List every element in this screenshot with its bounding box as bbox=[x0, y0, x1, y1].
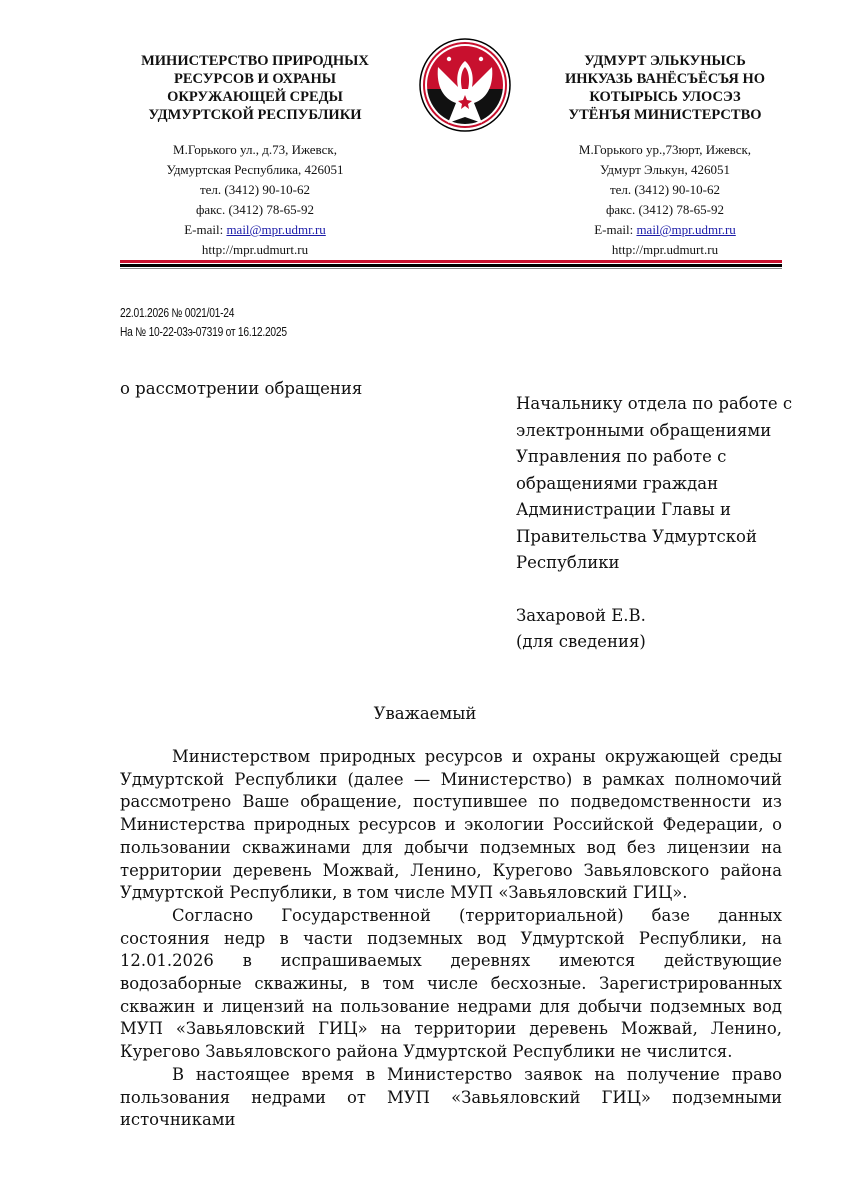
ministry-title-ru bbox=[110, 52, 400, 124]
phone: тел. (3412) 90-10-62 bbox=[199, 182, 310, 197]
phone: тел. (3412) 90-10-62 bbox=[609, 182, 720, 197]
address-line: М.Горького ур.,73юрт, Ижевск, bbox=[578, 142, 752, 157]
website: http://mpr.udmurt.ru bbox=[201, 242, 309, 257]
title-line: УТЁНЪЯ МИНИСТЕРСТВО bbox=[568, 107, 762, 123]
header-right bbox=[520, 52, 810, 260]
title-line: РЕСУРСОВ И ОХРАНЫ bbox=[173, 71, 337, 87]
registration-info bbox=[120, 304, 287, 342]
addressee-line: обращениями граждан bbox=[516, 473, 719, 493]
addressee-line: Управления по работе с bbox=[516, 447, 727, 466]
letter-body bbox=[120, 746, 782, 1132]
fax: факс. (3412) 78-65-92 bbox=[195, 202, 315, 217]
title-line: ОКРУЖАЮЩЕЙ СРЕДЫ bbox=[167, 89, 343, 105]
address-line: Удмурт Элькун, 426051 bbox=[600, 162, 730, 177]
address-line: М.Горького ул., д.73, Ижевск, bbox=[173, 142, 337, 157]
divider-red bbox=[120, 260, 782, 263]
addressee-line: Начальнику отдела по работе с bbox=[516, 394, 793, 413]
divider-grey bbox=[120, 268, 782, 269]
title-line: МИНИСТЕРСТВО ПРИРОДНЫХ bbox=[141, 53, 369, 69]
title-line: УДМУРТСКОЙ РЕСПУБЛИКИ bbox=[148, 107, 362, 123]
addressee-line: электронными обращениями bbox=[516, 420, 772, 440]
website: http://mpr.udmurt.ru bbox=[611, 242, 719, 257]
paragraph: Министерством природных ресурсов и охраны окружающей среды Удмуртской Республики (далее — Министерство) в рамках полномочий рассмотрено Ваше обращение, поступившее по подведомственности из Министерства природных ресурсов и экологии Российской Федерации, о пользовании скважинами для добычи подземных вод без лицензии на территории деревень Можвай, Ленино, Курегово Завьяловского района Удмуртской Республики, в том числе МУП «Завьяловский ГИЦ». bbox=[120, 747, 782, 903]
date-number: 22.01.2026 № 0021/01-24 bbox=[120, 306, 235, 320]
title-line: УДМУРТ ЭЛЬКУНЫСЬ bbox=[584, 53, 746, 69]
email-link[interactable]: mail@mpr.udmr.ru bbox=[226, 222, 326, 237]
addressee-line: Администрации Главы и bbox=[516, 500, 732, 519]
email-label: E-mail: bbox=[184, 222, 227, 237]
title-line: КОТЫРЫСЬ УЛОСЭЗ bbox=[589, 89, 741, 105]
address-line: Удмуртская Республика, 426051 bbox=[166, 162, 344, 177]
addressee-line: Правительства Удмуртской bbox=[516, 526, 757, 546]
subject-line: о рассмотрении обращения bbox=[120, 379, 363, 398]
email-link[interactable]: mail@mpr.udmr.ru bbox=[636, 222, 736, 237]
addressee-note: (для сведения) bbox=[516, 632, 646, 651]
reference-number: На № 10-22-03э-07319 от 16.12.2025 bbox=[120, 325, 287, 339]
addressee-block bbox=[516, 391, 816, 656]
divider-black bbox=[120, 264, 782, 267]
addressee-line: Республики bbox=[516, 553, 620, 572]
paragraph: Согласно Государственной (территориальной) базе данных состояния недр в части подземных вод Удмуртской Республики, на 12.01.2026 в испрашиваемых деревнях имеются действующие водозаборные скважины, в том числе бесхозные. Зарегистрированных скважин и лицензий на пользование недрами для добычи подземных вод МУП «Завьяловский ГИЦ» на территории деревень Можвай, Ленино, Курегово Завьяловского района Удмуртской Республики не числится. bbox=[120, 905, 782, 1062]
title-line: ИНКУАЗЬ ВАНЁСЪЁСЪЯ НО bbox=[564, 71, 765, 87]
addressee-name: Захаровой Е.В. bbox=[516, 605, 646, 625]
fax: факс. (3412) 78-65-92 bbox=[605, 202, 725, 217]
contact-block-udm bbox=[520, 140, 810, 260]
header-left bbox=[110, 52, 400, 260]
greeting: Уважаемый bbox=[373, 704, 477, 723]
ministry-title-udm bbox=[520, 52, 810, 124]
coat-of-arms-emblem bbox=[418, 37, 512, 133]
paragraph: В настоящее время в Министерство заявок на получение право пользования недрами от МУП «Завьяловский ГИЦ» подземными источниками bbox=[120, 1064, 782, 1130]
email-label: E-mail: bbox=[594, 222, 637, 237]
email-row bbox=[110, 220, 400, 240]
email-row bbox=[520, 220, 810, 240]
contact-block-ru bbox=[110, 140, 400, 260]
